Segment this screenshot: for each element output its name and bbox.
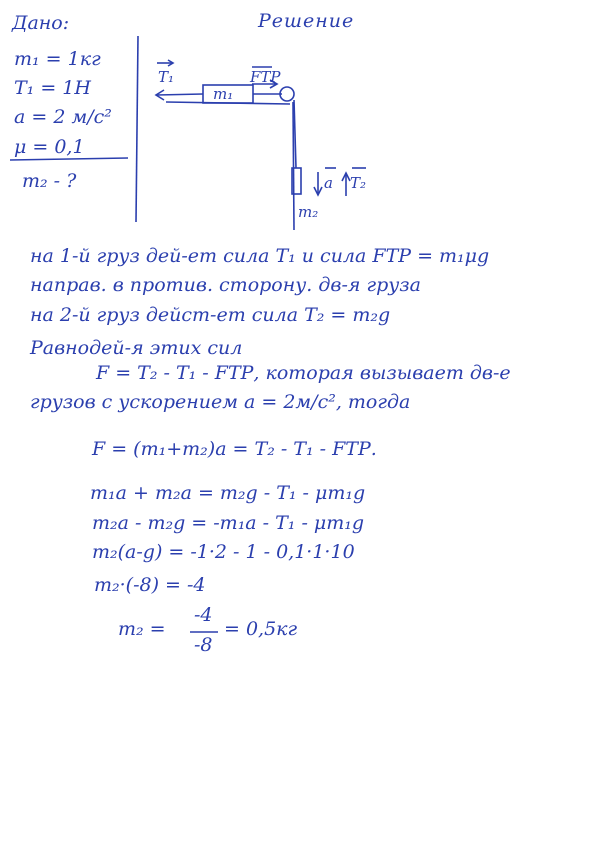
- label-t2: T₂: [350, 174, 367, 192]
- label-m1: m₁: [213, 85, 234, 103]
- given-mass-1: m₁ = 1кг: [14, 48, 101, 70]
- given-underline: [10, 158, 128, 160]
- given-acceleration: a = 2 м/с²: [14, 106, 112, 128]
- given-find: m₂ - ?: [22, 170, 77, 192]
- answer-result: = 0,5кг: [224, 618, 298, 640]
- solution-title: Решение: [258, 10, 355, 32]
- answer-denominator: -8: [194, 634, 213, 656]
- text-line-2: направ. в против. сторону. дв-я груза: [30, 274, 421, 296]
- text-line-3: на 2-й груз дейст-ет сила T₂ = m₂g: [30, 304, 391, 326]
- answer-numerator: -4: [194, 604, 213, 626]
- given-friction-coefficient: μ = 0,1: [14, 136, 85, 158]
- text-line-1: на 1-й груз дей-ет сила T₁ и сила FТР = m₁μg: [30, 245, 490, 267]
- label-m2: m₂: [298, 203, 319, 221]
- formula-line-4: m₂(a-g) = -1·2 - 1 - 0,1·1·10: [92, 541, 355, 563]
- answer-lhs: m₂ =: [118, 618, 166, 640]
- formula-line-3: m₂a - m₂g = -m₁a - T₁ - μm₁g: [92, 512, 365, 534]
- formula-line-5: m₂·(-8) = -4: [94, 574, 206, 596]
- formula-line-1: F = (m₁+m₂)a = T₂ - T₁ - FТР.: [92, 438, 377, 460]
- t1-arrow: [157, 94, 203, 95]
- given-separator-line: [136, 36, 138, 222]
- text-line-6: грузов с ускорением a = 2м/с², тогда: [30, 391, 411, 413]
- label-friction: FТР: [250, 68, 281, 86]
- label-t1: T₁: [158, 68, 175, 86]
- text-line-4: Равнодей-я этих сил: [30, 337, 243, 359]
- pulley: [280, 87, 294, 101]
- label-acceleration: a: [324, 174, 333, 192]
- formula-line-2: m₁a + m₂a = m₂g - T₁ - μm₁g: [90, 482, 366, 504]
- vertical-string: [294, 100, 296, 168]
- given-heading: Дано:: [12, 12, 70, 34]
- given-tension-1: T₁ = 1H: [14, 77, 91, 99]
- text-line-5: F = T₂ - T₁ - FТР, которая вызывает дв-е: [96, 362, 511, 384]
